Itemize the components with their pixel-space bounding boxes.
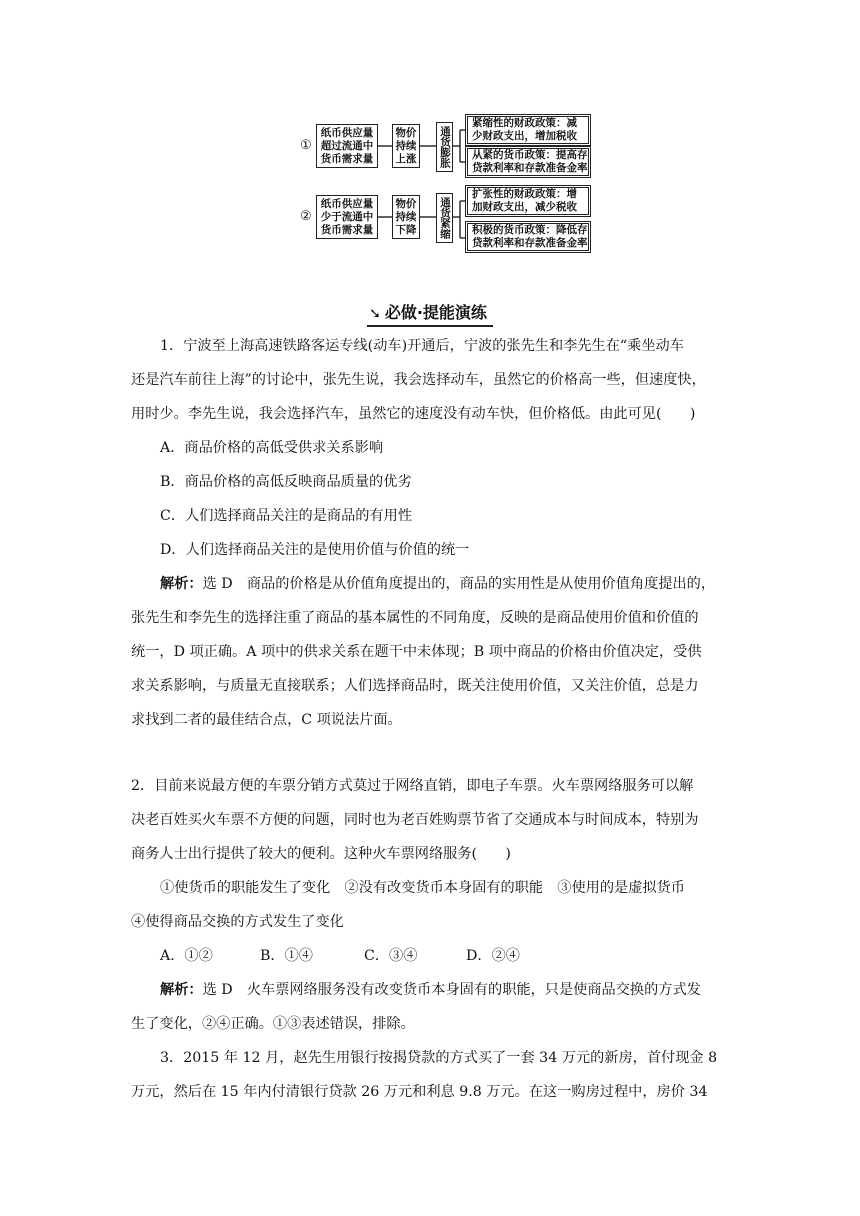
- q3-stem-line: 万元，然后在 15 年内付清银行贷款 26 万元和利息 9.8 万元。在这一购房过程中，房价 34: [131, 1084, 708, 1100]
- row2-price-line: 下降: [395, 223, 417, 236]
- row1-price-line: 持续: [395, 139, 417, 152]
- q2-items-line: ①使货币的职能发生了变化 ②没有改变货币本身固有的职能 ③使用的是虚拟货币: [160, 880, 685, 896]
- q1-stem-line: 还是汽车前往上海”的讨论中，张先生说，我会选择动车，虽然它的价格高一些，但速度快，: [131, 372, 706, 388]
- row1-fiscal-line: 紧缩性的财政政策：减: [472, 117, 577, 129]
- row2-number: ②: [300, 209, 312, 224]
- row1-supply-box: [316, 124, 378, 168]
- q2-analysis-label: 解析：: [160, 982, 203, 998]
- row1-inflation-label: 通货膨胀: [439, 126, 451, 168]
- q2-option-d: D．②④: [466, 948, 520, 964]
- q2-stem-line: 决老百姓买火车票不方便的问题，同时也为老百姓购票节省了交通成本与时间成本，特别为: [131, 812, 699, 828]
- q2-option-a: A．①②: [160, 948, 213, 964]
- row1-price-box: [392, 124, 420, 168]
- q1-option-c: C．人们选择商品关注的是商品的有用性: [160, 508, 413, 524]
- q1-analysis-line: 统一，D 项正确。A 项中的供求关系在题干中未体现；B 项中商品的价格由价值决定，受供: [131, 644, 702, 660]
- row2-supply-line: 纸币供应量: [320, 197, 374, 210]
- q1-stem-line: 1．宁波至上海高速铁路客运专线(动车)开通后，宁波的张先生和李先生在“乘坐动车: [160, 338, 684, 354]
- row1-fiscal-line: 少财政支出，增加税收: [472, 130, 577, 142]
- row1-monetary-line: 贷款利率和存款准备金率: [472, 162, 588, 174]
- q2-option-b: B．①④: [260, 948, 313, 964]
- row1-inflation-box: [436, 122, 453, 172]
- section-title: [0, 300, 860, 327]
- row2-supply-line: 少于流通中: [320, 210, 374, 223]
- q2-items-line: ④使得商品交换的方式发生了变化: [131, 914, 344, 930]
- row2-monetary-line: 积极的货币政策：降低存: [472, 224, 588, 236]
- q2-stem-line: 2．目前来说最方便的车票分销方式莫过于网络直销，即电子车票。火车票网络服务可以解: [131, 778, 694, 794]
- connector-lines: [0, 0, 860, 270]
- row1-number: ①: [300, 138, 312, 153]
- row2-price-line: 物价: [395, 197, 417, 210]
- row1-price-line: 上涨: [395, 152, 417, 165]
- row1-monetary-box: [467, 148, 589, 176]
- row2-supply-line: 货币需求量: [320, 223, 374, 236]
- row2-price-line: 持续: [395, 210, 417, 223]
- row1-monetary-line: 从紧的货币政策：提高存: [472, 149, 588, 161]
- row2-fiscal-line: 加财政支出，减少税收: [472, 201, 577, 213]
- row1-supply-line: 货币需求量: [320, 152, 374, 165]
- q1-analysis-line: 求关系影响，与质量无直接联系；人们选择商品时，既关注使用价值，又关注价值，总是力: [131, 678, 699, 694]
- q1-stem-line: 用时少。李先生说，我会选择汽车，虽然它的速度没有动车快，但价格低。由此可见( ): [131, 406, 696, 422]
- q2-analysis-line: 生了变化，②④正确。①③表述错误，排除。: [131, 1016, 415, 1032]
- q2-stem-line: 商务人士出行提供了较大的便利。这种火车票网络服务( ): [131, 846, 511, 862]
- q1-analysis-line: 张先生和李先生的选择注重了商品的基本属性的不同角度，反映的是商品使用价值和价值的: [131, 610, 699, 626]
- q1-option-b: B．商品价格的高低反映商品质量的优劣: [160, 474, 412, 490]
- q1-analysis-line-1: [160, 574, 732, 594]
- row2-deflation-box: [436, 193, 453, 243]
- row1-fiscal-box: [467, 116, 589, 144]
- row2-fiscal-box: [467, 187, 589, 215]
- row2-price-box: [392, 195, 420, 239]
- q3-stem-line: 3．2015 年 12 月，赵先生用银行按揭贷款的方式买了一套 34 万元的新房，首付现金 8: [160, 1050, 718, 1066]
- row2-deflation-label: 通货紧缩: [439, 197, 451, 239]
- concept-diagram: [0, 0, 860, 270]
- row2-monetary-line: 贷款利率和存款准备金率: [472, 237, 588, 249]
- row2-supply-box: [316, 195, 378, 239]
- row1-supply-line: 超过流通中: [320, 139, 374, 152]
- q2-option-c: C．③④: [364, 948, 418, 964]
- arrow-down-right-icon: ➘: [369, 306, 381, 322]
- q1-analysis-line: 求找到二者的最佳结合点，C 项说法片面。: [131, 712, 402, 728]
- q1-analysis-label: 解析：: [160, 576, 203, 592]
- q1-option-a: A．商品价格的高低受供求关系影响: [160, 440, 384, 456]
- section-title-text: 必做·提能演练: [384, 303, 487, 322]
- q1-option-d: D．人们选择商品关注的是使用价值与价值的统一: [160, 542, 470, 558]
- row2-fiscal-line: 扩张性的财政政策：增: [472, 188, 577, 200]
- q2-options: [160, 946, 760, 966]
- q2-analysis-text: 选 D 火车票网络服务没有改变货币本身固有的职能，只是使商品交换的方式发: [202, 982, 701, 998]
- q2-analysis-line-1: [160, 980, 732, 1000]
- q1-analysis-text: 选 D 商品的价格是从价值角度提出的，商品的实用性是从使用价值角度提出的，: [202, 576, 716, 592]
- row1-supply-line: 纸币供应量: [320, 126, 374, 139]
- row2-monetary-box: [467, 223, 589, 251]
- row1-price-line: 物价: [395, 126, 417, 139]
